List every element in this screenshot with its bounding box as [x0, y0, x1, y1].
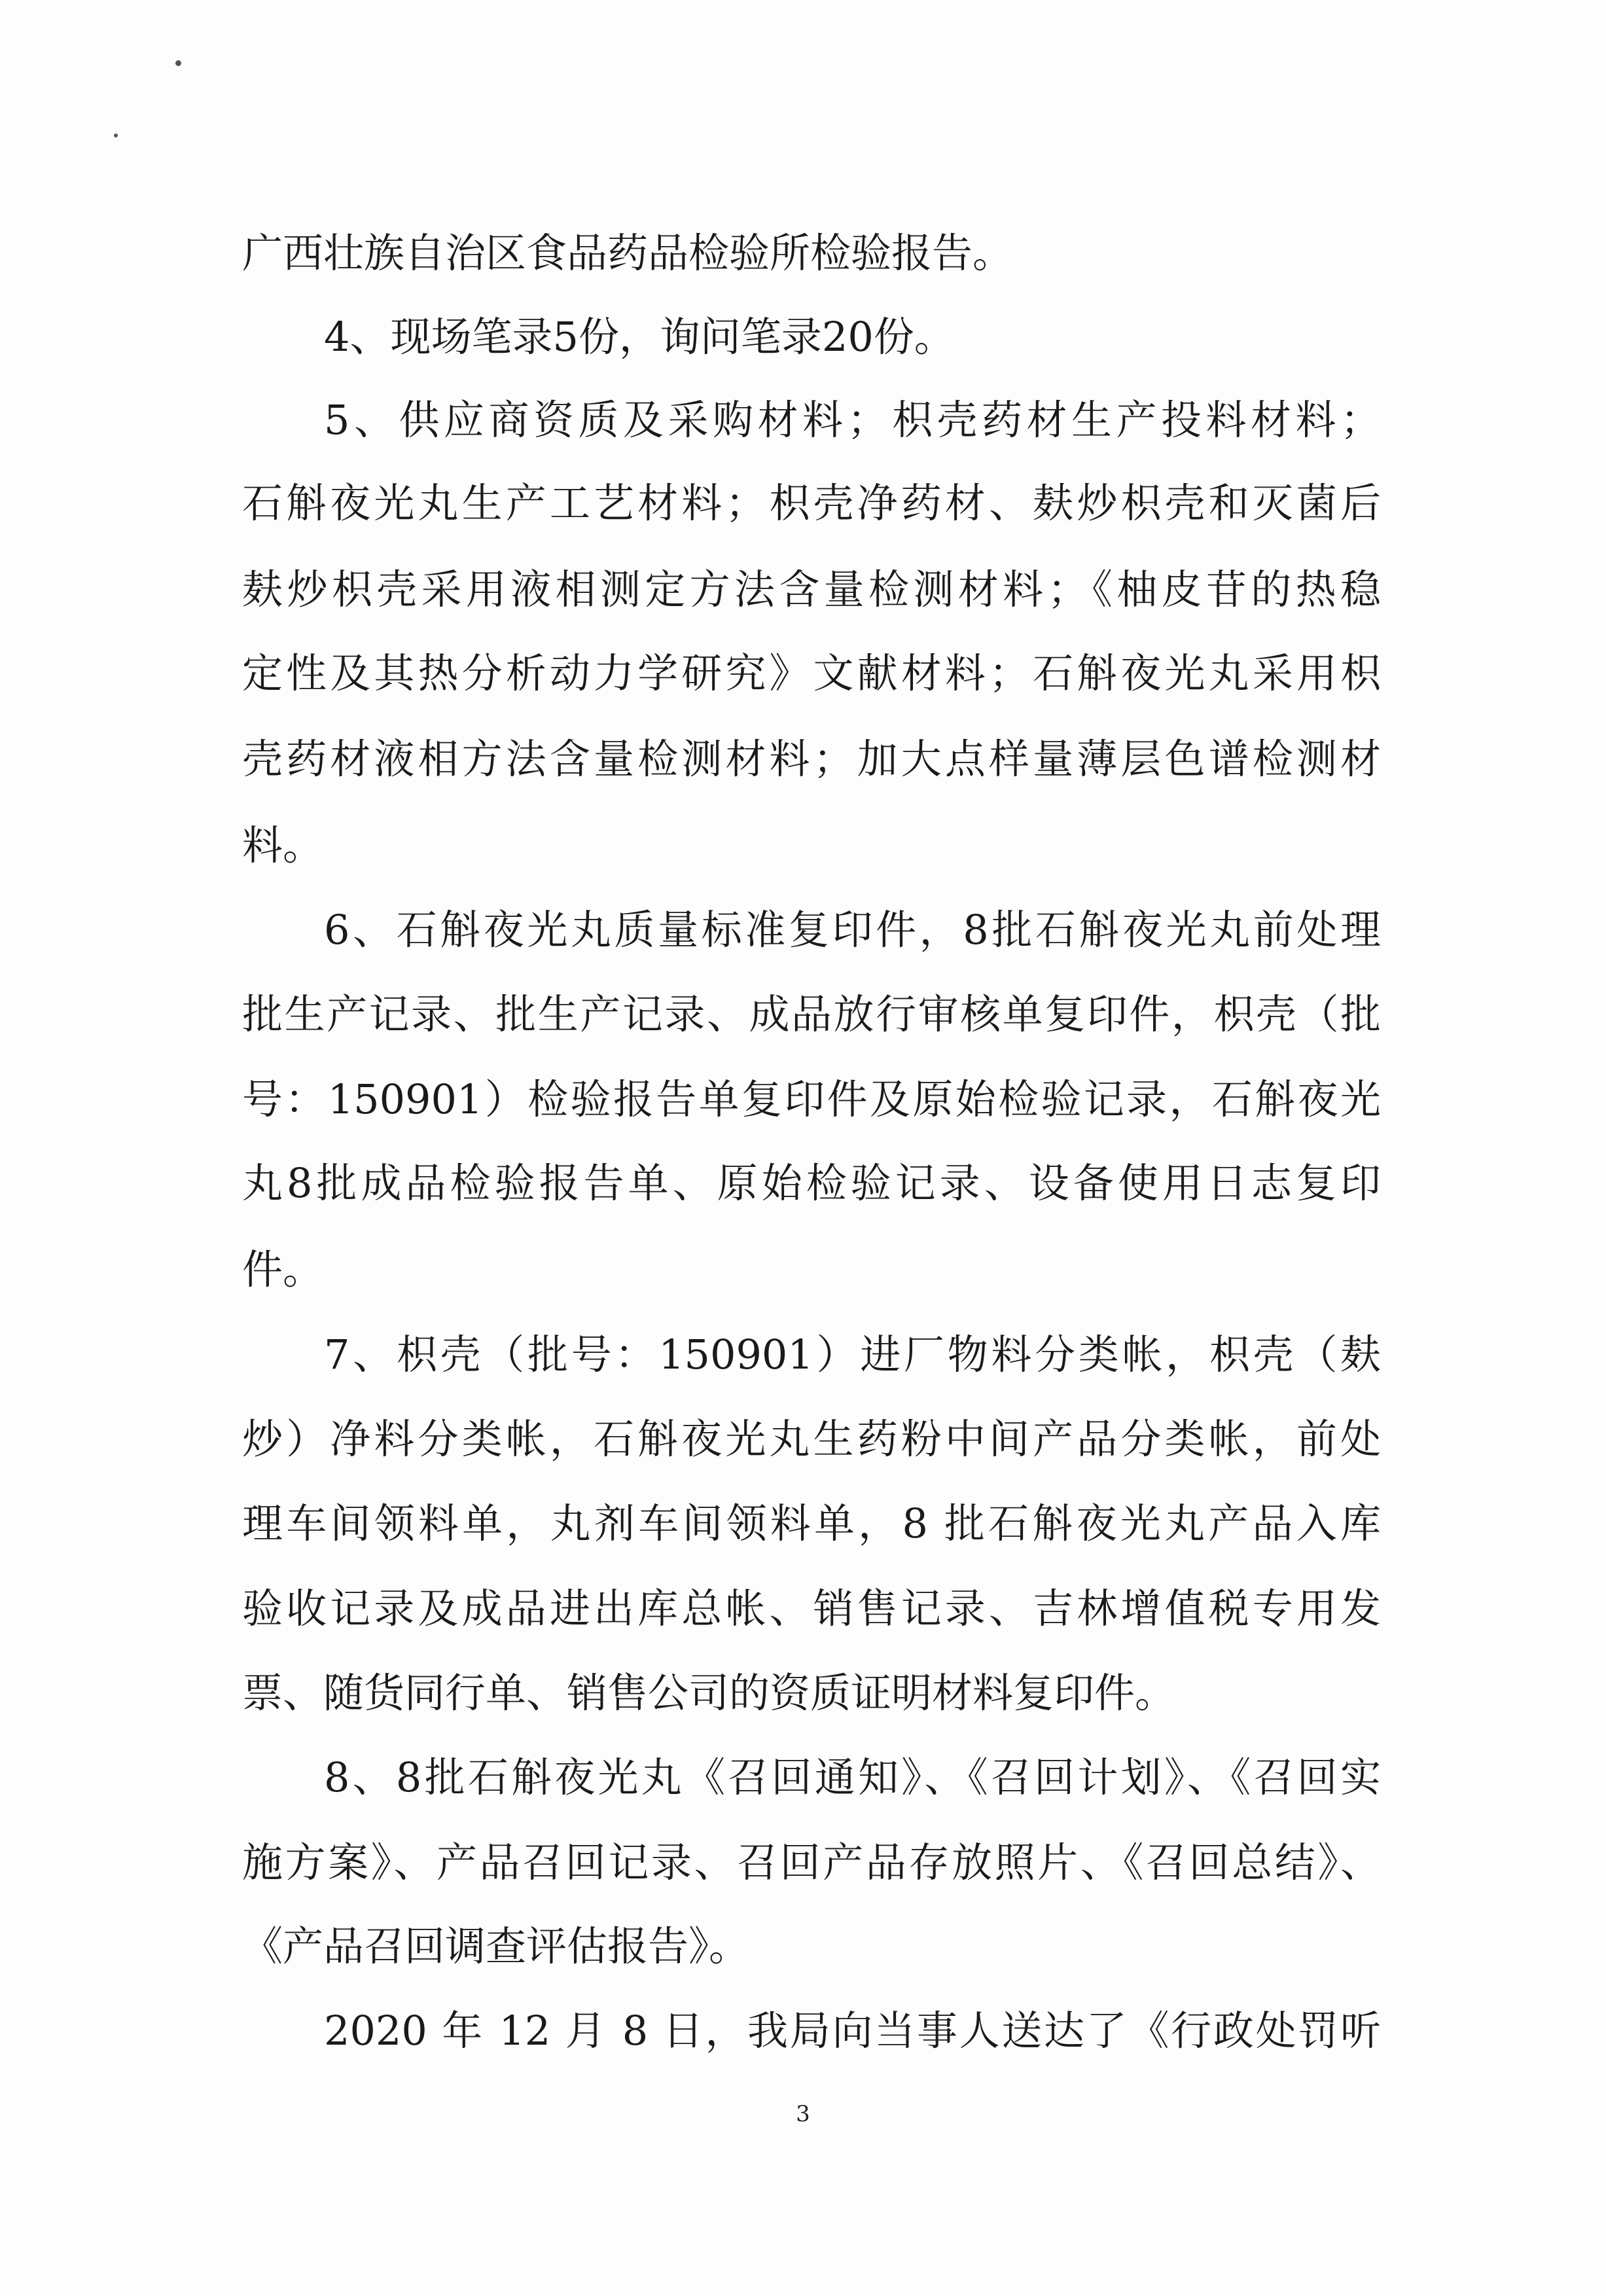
- text-line: 《产品召回调查评估报告》。: [242, 1922, 750, 1970]
- text-line: 石斛夜光丸生产工艺材料；枳壳净药材、麸炒枳壳和灭菌后: [242, 479, 1381, 527]
- text-line: 8、8批石斛夜光丸《召回通知》、《召回计划》、《召回实: [324, 1753, 1381, 1801]
- text-line: 广西壮族自治区食品药品检验所检验报告。: [242, 229, 1014, 277]
- text-line: 件。: [242, 1246, 324, 1293]
- scan-speck: [114, 134, 118, 137]
- text-line: 4、现场笔录5份，询问笔录20份。: [324, 313, 955, 361]
- text-line: 7、枳壳（批号：150901）进厂物料分类帐，枳壳（麸: [324, 1331, 1381, 1378]
- text-line: 批生产记录、批生产记录、成品放行审核单复印件，枳壳（批: [242, 990, 1381, 1038]
- text-line: 2020 年 12 月 8 日，我局向当事人送达了《行政处罚听: [324, 2007, 1381, 2054]
- text-line: 定性及其热分析动力学研究》文献材料；石斛夜光丸采用枳: [242, 649, 1381, 697]
- text-line: 壳药材液相方法含量检测材料；加大点样量薄层色谱检测材: [242, 735, 1381, 783]
- text-line: 炒）净料分类帐，石斛夜光丸生药粉中间产品分类帐，前处: [242, 1415, 1381, 1463]
- page-number: 3: [796, 2101, 810, 2127]
- text-line: 麸炒枳壳采用液相测定方法含量检测材料；《柚皮苷的热稳: [242, 565, 1381, 613]
- text-line: 号：150901）检验报告单复印件及原始检验记录，石斛夜光: [242, 1075, 1381, 1123]
- text-line: 6、石斛夜光丸质量标准复印件，8批石斛夜光丸前处理: [324, 906, 1381, 954]
- text-line: 料。: [242, 821, 324, 869]
- scan-speck: [175, 60, 181, 66]
- text-line: 票、随货同行单、销售公司的资质证明材料复印件。: [242, 1669, 1176, 1717]
- text-line: 验收记录及成品进出库总帐、销售记录、吉林增值税专用发: [242, 1585, 1381, 1632]
- text-line: 理车间领料单，丸剂车间领料单，8 批石斛夜光丸产品入库: [242, 1499, 1381, 1547]
- text-line: 丸8批成品检验报告单、原始检验记录、设备使用日志复印: [242, 1159, 1381, 1207]
- text-line: 施方案》、产品召回记录、召回产品存放照片、《召回总结》、: [242, 1839, 1381, 1886]
- text-line: 5、供应商资质及采购材料；枳壳药材生产投料材料；: [324, 396, 1381, 444]
